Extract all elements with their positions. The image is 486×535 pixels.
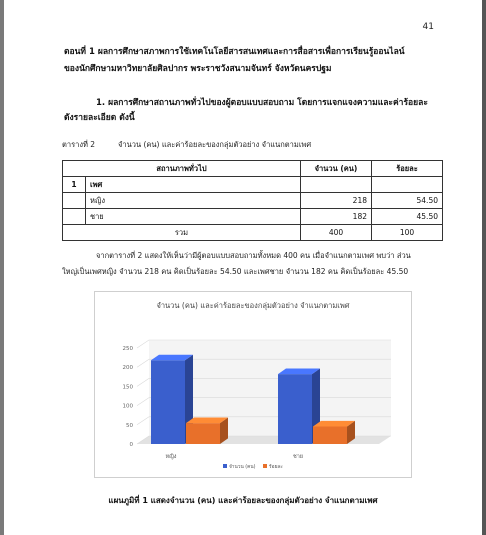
row-group-label: เพศ: [86, 177, 301, 193]
bar-count-face: [278, 374, 312, 444]
paragraph-line-1: จากตารางที่ 2 แสดงให้เห็นว่ามีผู้ตอบแบบสอบถามทั้งหมด 400 คน เมื่อจำแนกตามเพศ พบว่า ส่วน: [96, 251, 411, 260]
legend-swatch: [223, 464, 227, 468]
bar-count-face: [151, 360, 185, 444]
data-table: [62, 160, 443, 241]
section-heading: ตอนที่ 1 ผลการศึกษาสภาพการใช้เทคโนโลยีสารสนเทศและการสื่อสารเพื่อการเรียนรู้ออนไลน์: [64, 47, 405, 57]
y-tick-label: 50: [126, 422, 133, 429]
row-percent: 54.50: [372, 193, 443, 209]
legend-swatch: [263, 464, 267, 468]
total-percent: 100: [372, 225, 443, 241]
header-count: จำนวน (คน): [301, 161, 372, 177]
row-number: 1: [63, 177, 86, 193]
chart-title: จำนวน (คน) และค่าร้อยละของกลุ่มตัวอย่าง จำแนกตามเพศ: [156, 301, 350, 310]
page-shadow: [482, 0, 486, 535]
y-tick-label: 200: [122, 365, 133, 372]
paragraph-line-2: ใหญ่เป็นเพศหญิง จำนวน 218 คน คิดเป็นร้อยละ 54.50 และเพศชาย จำนวน 182 คน คิดเป็นร้อยละ 45.50: [62, 267, 409, 276]
bar-chart: [94, 291, 412, 478]
header-percent: ร้อยละ: [372, 161, 443, 177]
gridline-diagonal: [137, 398, 149, 406]
table-caption-text: จำนวน (คน) และค่าร้อยละของกลุ่มตัวอย่าง จำแนกตามเพศ: [118, 140, 312, 149]
document-page: [4, 0, 482, 535]
bar-percent-face: [313, 427, 347, 444]
bar-percent: [313, 421, 355, 444]
table-caption-label: ตารางที่ 2: [62, 140, 96, 149]
total-count: 400: [301, 225, 372, 241]
gridline-diagonal: [137, 340, 149, 348]
row-count: 182: [301, 209, 372, 225]
total-label: รวม: [63, 225, 301, 241]
legend-label: ร้อยละ: [269, 465, 283, 470]
sub-heading: 1. ผลการศึกษาสถานภาพทั่วไปของผู้ตอบแบบสอบถาม โดยการแจกแจงความและค่าร้อยละ: [96, 98, 428, 108]
row-label: หญิง: [86, 193, 301, 209]
row-label: ชาย: [86, 209, 301, 225]
row-percent: 45.50: [372, 209, 443, 225]
gridline-diagonal: [137, 359, 149, 367]
page-number: 41: [422, 22, 434, 32]
y-tick-label: 150: [122, 384, 133, 391]
section-heading-line-2: ของนักศึกษามหาวิทยาลัยศิลปากร พระราชวังสนามจันทร์ จังหวัดนครปฐม: [64, 64, 332, 74]
x-tick-label: หญิง: [165, 454, 177, 460]
table-total-row: [63, 225, 443, 241]
chart-canvas: [95, 292, 411, 477]
legend-label: จำนวน (คน): [229, 465, 256, 470]
table-row-group: [63, 177, 443, 193]
bar-percent: [186, 417, 228, 444]
row-count: 218: [301, 193, 372, 209]
table-row: [63, 209, 443, 225]
x-tick-label: ชาย: [292, 454, 304, 460]
table-header-row: [63, 161, 443, 177]
y-tick-label: 250: [122, 346, 133, 352]
gridline-diagonal: [137, 417, 149, 425]
figure-caption: แผนภูมิที่ 1 แสดงจำนวน (คน) และค่าร้อยละของกลุ่มตัวอย่าง จำแนกตามเพศ: [108, 496, 378, 505]
table-row: [63, 193, 443, 209]
bar-percent-face: [186, 423, 220, 444]
header-status: สถานภาพทั่วไป: [63, 161, 301, 177]
y-tick-label: 100: [122, 403, 133, 410]
sub-heading-line-2: ดังรายละเอียด ดังนี้: [64, 113, 135, 123]
y-tick-label: 0: [129, 442, 133, 448]
gridline-diagonal: [137, 378, 149, 386]
